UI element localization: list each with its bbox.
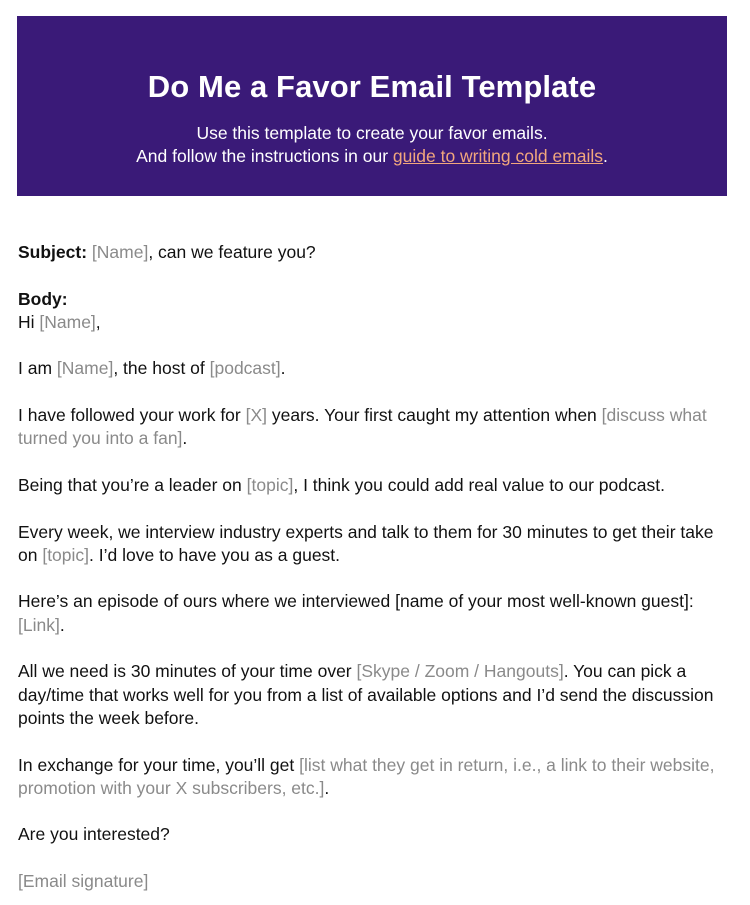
paragraph-exchange [18,754,734,801]
greeting-suffix: , [95,311,101,332]
text: Being that you’re a leader on [18,474,247,495]
placeholder: [topic] [42,544,90,565]
placeholder: [Name] [91,242,149,262]
placeholder: [Link] [18,614,60,635]
placeholder: [Skype / Zoom / Hangouts] [356,661,564,682]
text: . You can pick a day/time that works well for you from a list of available options and I’d send the discussion points the week before. [18,661,714,728]
body-label [18,288,734,311]
header-banner [17,16,727,196]
placeholder: [Name] [56,358,114,379]
body-label-text: Body: [18,288,68,309]
placeholder: [X] [245,405,268,426]
paragraph-weekly [18,521,734,568]
text: Here’s an episode of ours where we interviewed [name of your most well-known guest]: [18,591,694,612]
subtitle-line-2 [17,145,727,168]
placeholder: [Name] [39,311,96,332]
text: . [59,614,65,635]
text: In exchange for your time, you’ll get [18,754,300,775]
email-signature: [Email signature] [18,871,149,892]
paragraph-request [18,660,734,730]
text: years. Your first caught my attention when [267,405,602,426]
subtitle-line-1: Use this template to create your favor emails. [196,123,548,143]
paragraph-followed [18,404,734,451]
text: . [324,777,330,798]
text: , I think you could add real value to our podcast. [293,474,665,495]
greeting-text: Hi [18,311,40,332]
text: I have followed your work for [18,405,246,426]
header-subtitle [17,122,727,168]
text: , the host of [113,358,210,379]
placeholder: [list what they get in return, i.e., a link to their website, promotion with your X subscribers, etc.] [18,754,715,798]
placeholder: [discuss what turned you into a fan] [18,405,707,449]
guide-link[interactable]: guide to writing cold emails [392,146,604,166]
placeholder: [topic] [246,474,294,495]
text: Every week, we interview industry experts and talk to them for 30 minutes to get their take on [18,521,714,565]
paragraph-question: Are you interested? [18,824,170,845]
subtitle-line-2-suffix: . [603,146,608,166]
text: . [182,428,188,449]
subject-line [18,241,734,264]
placeholder: [podcast] [209,358,281,379]
subject-label: Subject: [18,242,88,262]
greeting [18,311,734,334]
text: All we need is 30 minutes of your time over [18,661,357,682]
paragraph-leader [18,474,734,497]
text: I am [18,358,57,379]
paragraph-episode [18,590,734,637]
email-template [18,241,734,893]
text: . I’d love to have you as a guest. [89,544,341,565]
text: . [280,358,286,379]
subtitle-line-2-prefix: And follow the instructions in our [136,146,393,166]
paragraph-intro [18,357,734,380]
page-title: Do Me a Favor Email Template [147,69,597,104]
subject-text: , can we feature you? [148,242,316,262]
